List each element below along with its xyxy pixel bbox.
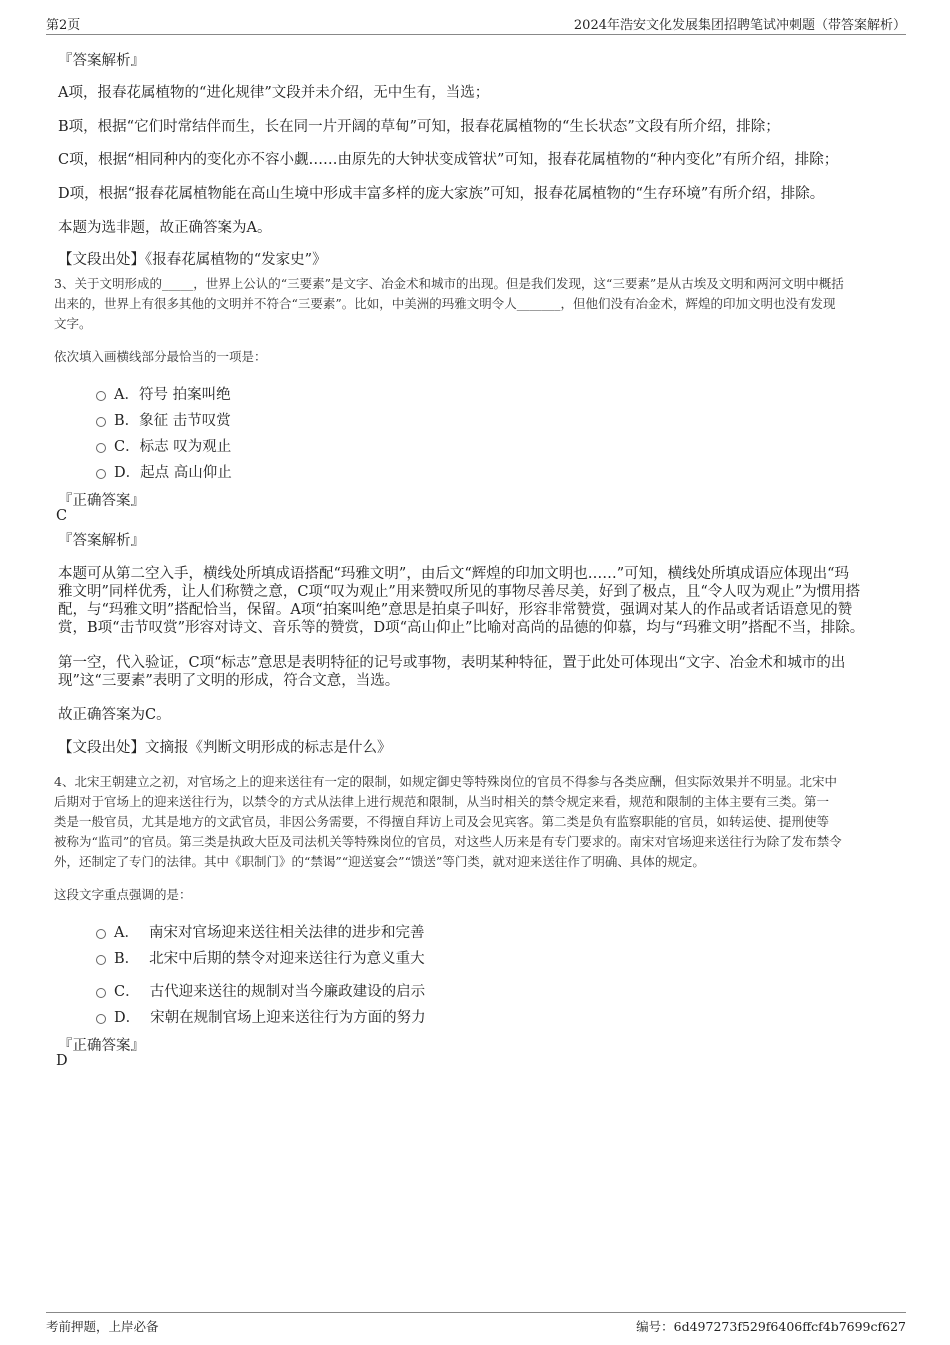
option-text: 标志 叹为观止 xyxy=(139,439,232,455)
radio-icon[interactable] xyxy=(96,955,106,965)
q2-explain-c: C项，根据“相同种内的变化亦不容小觑……由原先的大钟状变成管状”可知，报春花属植物的“种内变化”有所介绍，排除； xyxy=(58,152,839,168)
q4-option-c[interactable] xyxy=(96,980,425,1001)
document-title: 2024年浩安文化发展集团招聘笔试冲刺题（带答案解析） xyxy=(573,18,906,33)
radio-icon[interactable] xyxy=(96,417,106,427)
option-text: 象征 击节叹赏 xyxy=(139,413,231,429)
q2-explain-d: D项，根据“报春花属植物能在高山生境中形成丰富多样的庞大家族”可知，报春花属植物的“生存环境”有所介绍，排除。 xyxy=(58,186,825,202)
q3-explain-line: 现”这“三要素”表明了文明的形成，符合文意，当选。 xyxy=(58,673,400,689)
option-text: 起点 高山仰止 xyxy=(140,465,232,481)
q2-source: 【文段出处】《报春花属植物的“发家史”》 xyxy=(58,252,327,268)
q3-source: 【文段出处】文摘报《判断文明形成的标志是什么》 xyxy=(58,740,392,756)
option-letter: D． xyxy=(114,1010,141,1026)
q3-option-a[interactable] xyxy=(96,383,231,404)
option-text: 符号 拍案叫绝 xyxy=(138,387,231,403)
radio-icon[interactable] xyxy=(96,443,106,453)
q2-explain-a: A项，报春花属植物的“进化规律”文段并未介绍，无中生有，当选； xyxy=(58,85,490,101)
q3-stem-line: 出来的，世界上有很多其他的文明并不符合“三要素”。比如，中美洲的玛雅文明令人_______，但他们没有冶金术，辉煌的印加文明也没有发现 xyxy=(54,296,836,311)
q3-explain-heading: 『答案解析』 xyxy=(58,533,145,549)
q2-explain-heading: 『答案解析』 xyxy=(58,53,145,69)
q3-answer: C xyxy=(56,508,68,524)
q4-option-b[interactable] xyxy=(96,947,425,968)
page-footer xyxy=(46,1312,906,1337)
q3-explain-line: 赏，B项“击节叹赏”形容对诗文、音乐等的赞赏，D项“高山仰止”比喻对高尚的品德的仰慕，均与“玛雅文明”搭配不当，排除。 xyxy=(58,620,865,636)
q3-stem-line: 文字。 xyxy=(54,316,92,331)
option-text: 宋朝在规制官场上迎来送往行为方面的努力 xyxy=(150,1010,426,1026)
q3-option-c[interactable] xyxy=(96,435,231,456)
q3-explain-line: 本题可从第二空入手，横线处所填成语搭配“玛雅文明”，由后文“辉煌的印加文明也……”可知，横线处所填成语应体现出“玛 xyxy=(58,566,850,582)
option-letter: A． xyxy=(114,387,139,403)
q4-option-d[interactable] xyxy=(96,1006,426,1027)
q4-stem-line: 被称为“监司”的官员。第三类是执政大臣及司法机关等特殊岗位的官员，对这些人历来是有专门要求的。南宋对官场迎来送往行为除了发布禁令 xyxy=(54,834,842,849)
q2-conclusion: 本题为选非题，故正确答案为A。 xyxy=(58,220,272,236)
option-letter: D． xyxy=(114,465,141,481)
option-letter: B． xyxy=(114,413,140,429)
page-number: 第2页 xyxy=(46,18,81,33)
q3-explain-line: 配，与“玛雅文明”搭配恰当，保留。A项“拍案叫绝”意思是拍桌子叫好，形容非常赞赏，强调对某人的作品或者话语意见的赞 xyxy=(58,602,853,618)
option-text: 古代迎来送往的规制对当今廉政建设的启示 xyxy=(149,984,426,1000)
q3-explain-line: 雅文明”同样优秀，让人们称赞之意，C项“叹为观止”用来赞叹所见的事物尽善尽美，好到了极点，且“令人叹为观止”为惯用搭 xyxy=(58,584,861,600)
q3-explain-line: 第一空，代入验证，C项“标志”意思是表明特征的记号或事物，表明某种特征，置于此处可体现出“文字、冶金术和城市的出 xyxy=(58,655,846,671)
option-letter: A． xyxy=(114,925,139,941)
q3-option-d[interactable] xyxy=(96,461,232,482)
document-id: 编号：6d497273f529f6406ffcf4b7699cf627 xyxy=(636,1319,906,1334)
q4-answer: D xyxy=(56,1053,68,1069)
option-text: 北宋中后期的禁令对迎来送往行为意义重大 xyxy=(149,951,425,967)
option-text: 南宋对官场迎来送往相关法律的进步和完善 xyxy=(148,925,425,941)
q4-stem-line: 4、北宋王朝建立之初，对官场之上的迎来送往有一定的限制，如规定御史等特殊岗位的官员不得参与各类应酬，但实际效果并不明显。北宋中 xyxy=(54,774,837,789)
option-letter: C． xyxy=(114,984,140,1000)
radio-icon[interactable] xyxy=(96,469,106,479)
q4-stem-line: 外，还制定了专门的法律。其中《职制门》的“禁谒”“迎送宴会”“馈送”等门类，就对迎来送往作了明确、具体的规定。 xyxy=(54,854,705,869)
q3-conclusion: 故正确答案为C。 xyxy=(58,707,171,723)
q4-stem-line: 类是一般官员，尤其是地方的文武官员，非因公务需要，不得擅自拜访上司及会见宾客。第二类是负有监察职能的官员，如转运使、提刑使等 xyxy=(54,814,830,829)
footer-slogan: 考前押题，上岸必备 xyxy=(46,1319,159,1334)
option-letter: B． xyxy=(114,951,140,967)
radio-icon[interactable] xyxy=(96,1014,106,1024)
q3-answer-heading: 『正确答案』 xyxy=(58,493,145,509)
option-letter: C． xyxy=(114,439,140,455)
q3-option-b[interactable] xyxy=(96,409,231,430)
q4-prompt: 这段文字重点强调的是： xyxy=(54,887,192,902)
q3-prompt: 依次填入画横线部分最恰当的一项是： xyxy=(54,349,267,364)
q2-explain-b: B项，根据“它们时常结伴而生，长在同一片开阔的草甸”可知，报春花属植物的“生长状态”文段有所介绍，排除； xyxy=(58,119,780,135)
page-header xyxy=(46,14,906,35)
q3-stem-line: 3、关于文明形成的_____，世界上公认的“三要素”是文字、冶金术和城市的出现。但是我们发现，这“三要素”是从古埃及文明和两河文明中概括 xyxy=(54,276,844,291)
q4-stem-line: 后期对于官场上的迎来送往行为，以禁令的方式从法律上进行规范和限制，从当时相关的禁令规定来看，规范和限制的主体主要有三类。第一 xyxy=(54,794,830,809)
radio-icon[interactable] xyxy=(96,929,106,939)
q4-answer-heading: 『正确答案』 xyxy=(58,1038,145,1054)
radio-icon[interactable] xyxy=(96,988,106,998)
radio-icon[interactable] xyxy=(96,391,106,401)
q4-option-a[interactable] xyxy=(96,921,424,942)
